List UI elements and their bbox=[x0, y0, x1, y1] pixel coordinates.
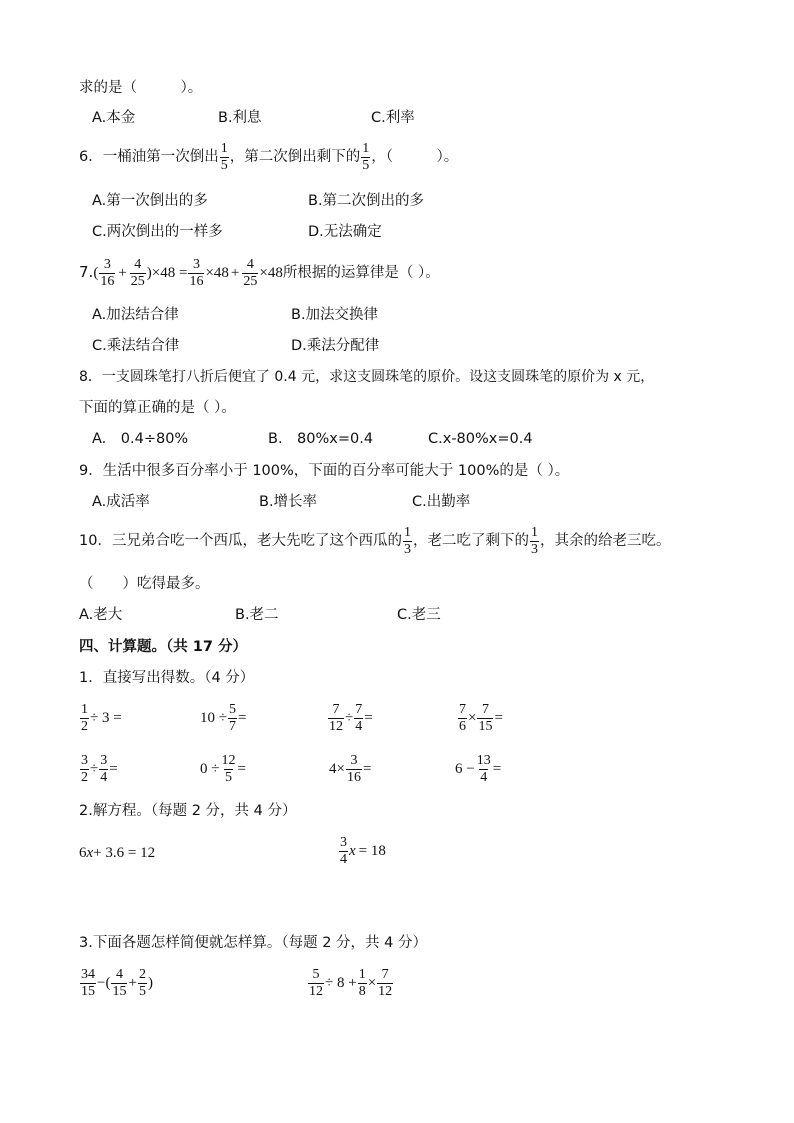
s2-den-1: 12 bbox=[309, 984, 323, 1000]
calc-c-num-1: 7 bbox=[332, 702, 340, 718]
calc-b-den: 7 bbox=[228, 719, 236, 735]
calc-f-tail: = bbox=[237, 761, 246, 777]
s2-den-3: 12 bbox=[378, 984, 393, 1000]
calc-e-den-1: 2 bbox=[81, 770, 88, 786]
q9-option-c: C.出勤率 bbox=[412, 494, 471, 510]
s1-end: ) bbox=[147, 975, 153, 991]
q9-option-a: A.成活率 bbox=[92, 494, 150, 510]
calc-g-tail: = bbox=[362, 761, 372, 777]
s2-num-3: 7 bbox=[381, 967, 389, 983]
q9-option-b: B.增长率 bbox=[259, 494, 318, 510]
calc-c-den-2: 4 bbox=[355, 719, 363, 735]
q7-frac-a-den: 16 bbox=[100, 274, 115, 290]
q10-fraction-2 bbox=[530, 526, 539, 557]
q10-line-2: （ ）吃得最多。 bbox=[79, 576, 210, 592]
calc-item-e bbox=[79, 751, 118, 787]
q7-frac-c-num: 3 bbox=[192, 257, 200, 273]
calc-a-den: 2 bbox=[81, 719, 88, 735]
q7-frac-b-num: 4 bbox=[134, 257, 142, 273]
eq2-rest: = 18 bbox=[358, 843, 386, 859]
q5-continuation: 求的是（ ）。 bbox=[79, 80, 203, 96]
calc-d-tail: = bbox=[494, 710, 503, 726]
q10-frac2-num: 1 bbox=[530, 524, 538, 540]
s1-den-2: 15 bbox=[112, 984, 127, 1000]
q7-frac-d bbox=[242, 258, 258, 289]
s1-num-2: 4 bbox=[115, 967, 123, 983]
calc-item-c bbox=[327, 700, 373, 736]
q7-frac-a bbox=[99, 258, 115, 289]
q7-frac-b-den: 25 bbox=[130, 274, 145, 290]
q6-option-d: D.无法确定 bbox=[308, 224, 382, 240]
equation-2 bbox=[338, 833, 386, 869]
calc-d-frac-1 bbox=[458, 703, 467, 734]
calc-item-g bbox=[329, 751, 371, 787]
calc-a-tail: ÷ 3 = bbox=[90, 710, 122, 726]
calc-g-den: 16 bbox=[346, 770, 361, 786]
eq2-var: x bbox=[349, 843, 356, 859]
s1-frac-2 bbox=[111, 968, 127, 999]
calc-d-num-1: 7 bbox=[459, 702, 466, 718]
s1-plus: + bbox=[128, 975, 137, 991]
q6-fraction-2 bbox=[361, 142, 370, 173]
q7-question bbox=[79, 254, 440, 291]
q5-option-a: A.本金 bbox=[92, 110, 136, 126]
q7-tail: 所根据的运算律是（ ）。 bbox=[282, 265, 440, 281]
calc-e-frac-2 bbox=[99, 754, 108, 785]
s1-num-3: 2 bbox=[138, 967, 146, 983]
calc-f-frac bbox=[220, 754, 236, 785]
s1-frac-1 bbox=[80, 968, 96, 999]
eq2-num: 3 bbox=[340, 835, 347, 851]
part-3-title: 3.下面各题怎样简便就怎样算。（每题 2 分，共 4 分） bbox=[79, 935, 427, 951]
q10-option-b: B.老二 bbox=[235, 607, 279, 623]
q8-line-1: 8．一支圆珠笔打八折后便宜了 0.4 元，求这支圆珠笔的原价。设这支圆珠笔的原价为 x 元， bbox=[79, 369, 655, 385]
calc-b-tail: = bbox=[237, 710, 247, 726]
eq1-rest: + 3.6 = 12 bbox=[93, 845, 156, 861]
q6-text-mid: ，第二次倒出剩下的 bbox=[229, 149, 361, 165]
calc-d-num-2: 7 bbox=[481, 702, 489, 718]
s2-mid: ÷ 8 + bbox=[325, 975, 357, 991]
q7-plus-2: + bbox=[230, 265, 240, 281]
q7-frac-c-den: 16 bbox=[189, 274, 204, 290]
calc-a-frac bbox=[80, 703, 89, 734]
q7-plus-1: + bbox=[118, 265, 127, 281]
s1-den-3: 5 bbox=[138, 984, 146, 1000]
calc-c-op: ÷ bbox=[345, 710, 354, 726]
q6-frac1-num: 1 bbox=[220, 140, 228, 156]
simplify-2 bbox=[307, 964, 394, 1002]
q10-text-pre: 10．三兄弟合吃一个西瓜，老大先吃了这个西瓜的 bbox=[79, 533, 402, 549]
q6-option-b: B.第二次倒出的多 bbox=[308, 193, 425, 209]
q8-line-2: 下面的算正确的是（ ）。 bbox=[79, 400, 236, 416]
q5-option-c: C.利率 bbox=[371, 110, 415, 126]
simplify-1 bbox=[79, 964, 153, 1002]
q7-option-d: D.乘法分配律 bbox=[291, 338, 380, 354]
calc-d-den-2: 15 bbox=[478, 719, 493, 735]
q10-option-c: C.老三 bbox=[397, 607, 441, 623]
q7-frac-b bbox=[130, 258, 146, 289]
equation-1 bbox=[79, 843, 155, 863]
calc-item-d bbox=[457, 700, 503, 736]
part-1-title: 1．直接写出得数。（4 分） bbox=[79, 670, 255, 686]
q10-option-a: A.老大 bbox=[79, 607, 123, 623]
calc-d-frac-2 bbox=[477, 703, 493, 734]
q7-times-eq: )×48 = bbox=[146, 265, 188, 281]
eq1-var: x bbox=[86, 845, 94, 861]
calc-e-op: ÷ bbox=[90, 761, 99, 777]
q8-option-a: A. 0.4÷80% bbox=[92, 431, 189, 447]
q10-text-post: ，其余的给老三吃。 bbox=[539, 533, 671, 549]
q6-question bbox=[79, 140, 458, 174]
calc-e-num-2: 3 bbox=[100, 753, 108, 769]
q5-option-b: B.利息 bbox=[218, 110, 262, 126]
calc-c-num-2: 7 bbox=[355, 702, 363, 718]
calc-item-a bbox=[79, 700, 122, 736]
q7-frac-c bbox=[188, 258, 204, 289]
calc-item-b bbox=[200, 700, 246, 736]
s1-frac-3 bbox=[138, 968, 147, 999]
q10-frac2-den: 3 bbox=[530, 541, 538, 557]
s2-frac-1 bbox=[308, 968, 324, 999]
calc-f-pre: 0 ÷ bbox=[200, 761, 220, 777]
s1-mid: −( bbox=[97, 975, 111, 991]
calc-a-num: 1 bbox=[81, 702, 88, 718]
eq2-frac bbox=[339, 836, 348, 867]
calc-d-op: × bbox=[468, 710, 477, 726]
calc-c-den-1: 12 bbox=[329, 719, 343, 735]
q10-frac1-num: 1 bbox=[403, 524, 411, 540]
section-4-heading: 四、计算题。（共 17 分） bbox=[79, 639, 248, 655]
calc-f-num: 12 bbox=[221, 753, 236, 769]
s1-num-1: 34 bbox=[81, 967, 95, 983]
s2-den-2: 8 bbox=[358, 984, 366, 1000]
q7-times48-b: ×48 bbox=[259, 265, 283, 281]
q9-question: 9．生活中很多百分率小于 100%，下面的百分率可能大于 100%的是（ ）。 bbox=[79, 463, 570, 479]
calc-g-frac bbox=[346, 754, 362, 785]
calc-h-pre: 6 − bbox=[455, 761, 475, 777]
q7-frac-d-den: 25 bbox=[243, 274, 258, 290]
q7-times48-a: ×48 bbox=[205, 265, 229, 281]
calc-e-frac-1 bbox=[80, 754, 89, 785]
calc-b-pre: 10 ÷ bbox=[200, 710, 227, 726]
calc-e-tail: = bbox=[109, 761, 118, 777]
s2-frac-3 bbox=[377, 968, 393, 999]
q7-option-a: A.加法结合律 bbox=[92, 307, 179, 323]
q6-frac1-den: 5 bbox=[220, 157, 228, 173]
calc-item-f bbox=[200, 751, 246, 787]
calc-d-den-1: 6 bbox=[459, 719, 466, 735]
calc-g-pre: 4× bbox=[329, 761, 345, 777]
calc-f-den: 5 bbox=[224, 770, 232, 786]
q6-text-post: ，（ ）。 bbox=[371, 149, 459, 165]
eq2-den: 4 bbox=[340, 852, 347, 868]
q6-option-c: C.两次倒出的一样多 bbox=[92, 224, 223, 240]
calc-e-num-1: 3 bbox=[81, 753, 88, 769]
eq1-coef: 6 bbox=[79, 845, 87, 861]
calc-h-tail: = bbox=[492, 761, 502, 777]
q10-text-mid: ，老二吃了剩下的 bbox=[412, 533, 529, 549]
q8-option-b: B. 80%x=0.4 bbox=[268, 431, 374, 447]
calc-g-num: 3 bbox=[350, 753, 358, 769]
q7-number: 7. bbox=[79, 263, 94, 281]
s2-num-2: 1 bbox=[358, 967, 366, 983]
part-2-title: 2.解方程。（每题 2 分，共 4 分） bbox=[79, 803, 297, 819]
q10-question bbox=[79, 524, 670, 558]
q6-option-a: A.第一次倒出的多 bbox=[92, 193, 208, 209]
s2-op: × bbox=[367, 975, 377, 991]
calc-h-frac bbox=[476, 754, 492, 785]
s2-frac-2 bbox=[358, 968, 367, 999]
calc-c-tail: = bbox=[364, 710, 373, 726]
calc-c-frac-1 bbox=[328, 703, 344, 734]
calc-c-frac-2 bbox=[354, 703, 363, 734]
q8-option-c: C.x-80%x=0.4 bbox=[428, 431, 533, 447]
calc-e-den-2: 4 bbox=[100, 770, 108, 786]
q6-frac2-den: 5 bbox=[362, 157, 370, 173]
q6-text-pre: 6．一桶油第一次倒出 bbox=[79, 149, 219, 165]
q7-lparen: ( bbox=[93, 265, 99, 281]
q7-frac-a-num: 3 bbox=[103, 257, 111, 273]
q7-option-b: B.加法交换律 bbox=[291, 307, 379, 323]
q10-fraction-1 bbox=[403, 526, 412, 557]
s2-num-1: 5 bbox=[312, 967, 320, 983]
calc-b-num: 5 bbox=[228, 702, 236, 718]
q7-option-c: C.乘法结合律 bbox=[92, 338, 180, 354]
calc-h-den: 4 bbox=[480, 770, 488, 786]
calc-b-frac bbox=[228, 703, 237, 734]
q6-frac2-num: 1 bbox=[362, 140, 370, 156]
s1-den-1: 15 bbox=[81, 984, 95, 1000]
q7-frac-d-num: 4 bbox=[246, 257, 254, 273]
calc-item-h bbox=[455, 751, 501, 787]
q6-fraction-1 bbox=[220, 142, 229, 173]
calc-h-num: 13 bbox=[476, 753, 491, 769]
q10-frac1-den: 3 bbox=[403, 541, 411, 557]
